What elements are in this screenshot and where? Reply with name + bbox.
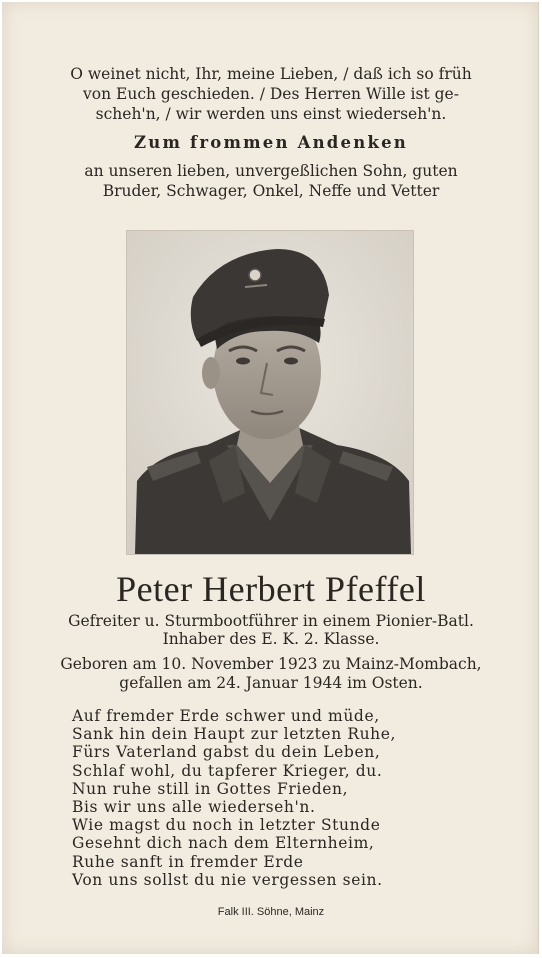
portrait-photo bbox=[126, 230, 414, 555]
poem-line: Ruhe sanft in fremder Erde bbox=[72, 852, 304, 871]
memorial-poem bbox=[72, 707, 492, 889]
death-line: gefallen am 24. Januar 1944 im Osten. bbox=[119, 674, 423, 692]
poem-line: Schlaf wohl, du tapferer Krieger, du. bbox=[72, 761, 383, 780]
poem-line: Sank hin dein Haupt zur letzten Ruhe, bbox=[72, 725, 397, 744]
life-dates bbox=[0, 655, 542, 693]
verse-line: O weinet nicht, Ihr, meine Lieben, / daß ich so früh bbox=[70, 65, 472, 83]
verse-line: scheh'n, / wir werden uns einst wiederseh'n. bbox=[95, 105, 447, 123]
poem-line: Fürs Vaterland gabst du dein Leben, bbox=[72, 743, 381, 762]
soldier-portrait-image bbox=[127, 231, 413, 554]
verse-line: von Euch geschieden. / Des Herren Wille ist ge- bbox=[83, 85, 459, 103]
memento-heading: Zum frommen Andenken bbox=[134, 133, 408, 152]
service-details bbox=[0, 612, 542, 648]
birth-line: Geboren am 10. November 1923 zu Mainz-Mombach, bbox=[60, 655, 482, 673]
dedication bbox=[0, 161, 542, 201]
poem-line: Bis wir uns alle wiederseh'n. bbox=[72, 798, 316, 817]
dedication-line: an unseren lieben, unvergeßlichen Sohn, guten bbox=[84, 162, 458, 180]
opening-verse bbox=[0, 64, 542, 124]
printer-imprint: Falk III. Söhne, Mainz bbox=[217, 906, 325, 918]
poem-line: Nun ruhe still in Gottes Frieden, bbox=[72, 779, 349, 798]
dedication-line: Bruder, Schwager, Onkel, Neffe und Vetter bbox=[102, 182, 440, 200]
poem-line: Wie magst du noch in letzter Stunde bbox=[72, 816, 381, 835]
poem-line: Gesehnt dich nach dem Elternheim, bbox=[72, 834, 375, 853]
decoration-line: Inhaber des E. K. 2. Klasse. bbox=[162, 630, 380, 648]
rank-line: Gefreiter u. Sturmbootführer in einem Pionier-Batl. bbox=[68, 612, 474, 630]
deceased-name: Peter Herbert Pfeffel bbox=[116, 569, 426, 609]
poem-line: Von uns sollst du nie vergessen sein. bbox=[72, 870, 383, 889]
poem-line: Auf fremder Erde schwer und müde, bbox=[72, 707, 380, 725]
